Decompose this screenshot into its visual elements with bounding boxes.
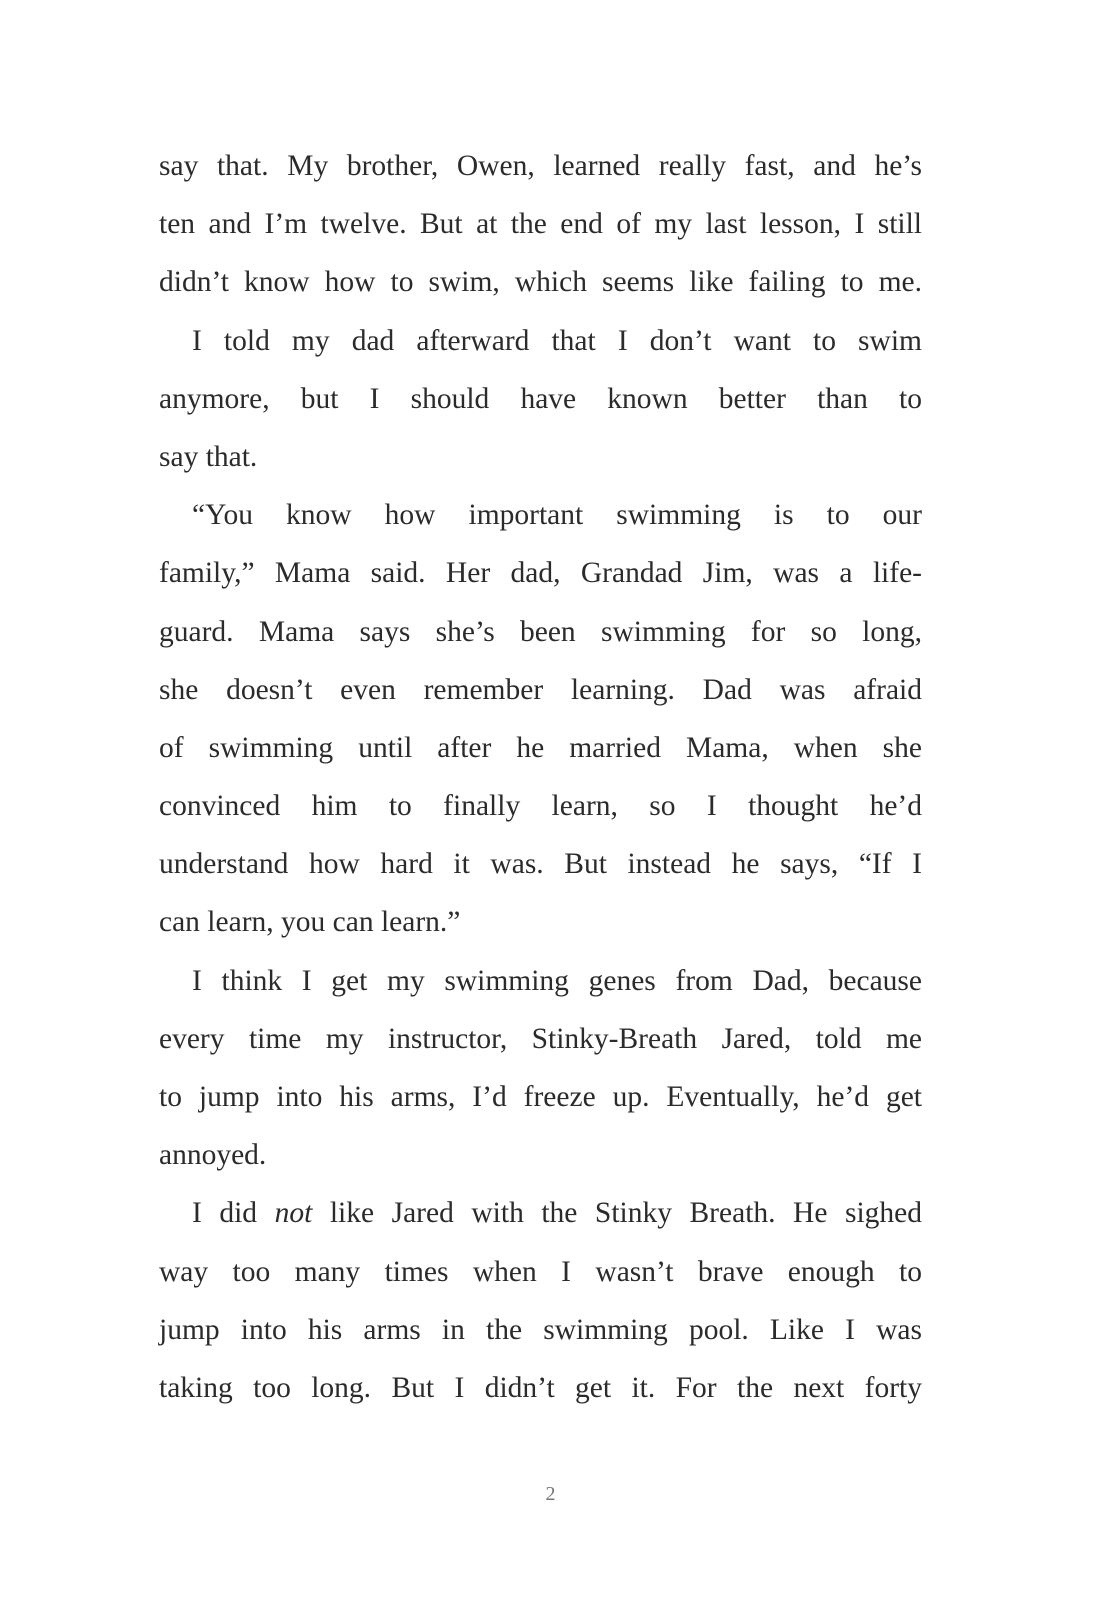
page-body [159, 137, 922, 1417]
page-number: 2 [545, 1483, 556, 1505]
text-line: annoyed. [159, 1139, 267, 1172]
text-line: she doesn’t even remember learning. Dad was afraid [159, 673, 922, 706]
emphasis-text: not [274, 1197, 313, 1230]
paragraph-5 [159, 1184, 922, 1417]
text-line: jump into his arms in the swimming pool. Like I was [159, 1313, 922, 1346]
paragraph-1 [159, 137, 922, 312]
text-line: way too many times when I wasn’t brave enough to [159, 1255, 922, 1288]
text-run: like Jared with the Stinky Breath. He sighed [312, 1197, 922, 1230]
paragraph-4 [159, 952, 922, 1185]
text-line: every time my instructor, Stinky-Breath Jared, told me [159, 1022, 922, 1055]
text-line: say that. My brother, Owen, learned really fast, and he’s [159, 150, 922, 182]
text-run: I did [192, 1197, 275, 1230]
text-line: to jump into his arms, I’d freeze up. Eventually, he’d get [159, 1081, 922, 1113]
text-line: understand how hard it was. But instead he says, “If I [159, 848, 922, 881]
text-line: I think I get my swimming genes from Dad, because [192, 964, 922, 997]
text-line-with-emphasis [159, 1184, 922, 1242]
text-line: didn’t know how to swim, which seems like failing to me. [159, 266, 922, 299]
text-line: can learn, you can learn.” [159, 906, 461, 939]
paragraph-2 [159, 312, 922, 487]
text-line: I told my dad afterward that I don’t want to swim [192, 324, 922, 357]
text-line: of swimming until after he married Mama, when she [159, 731, 922, 764]
text-line: “You know how important swimming is to our [192, 499, 922, 532]
text-line: family,” Mama said. Her dad, Grandad Jim, was a life- [159, 557, 922, 590]
text-line: taking too long. But I didn’t get it. For the next forty [159, 1371, 922, 1404]
text-line: convinced him to finally learn, so I thought he’d [159, 790, 922, 823]
paragraph-3 [159, 486, 922, 952]
text-line: anymore, but I should have known better than to [159, 382, 922, 415]
text-line: guard. Mama says she’s been swimming for so long, [159, 615, 922, 648]
text-line: say that. [159, 440, 258, 473]
text-line: ten and I’m twelve. But at the end of my last lesson, I still [159, 208, 922, 241]
